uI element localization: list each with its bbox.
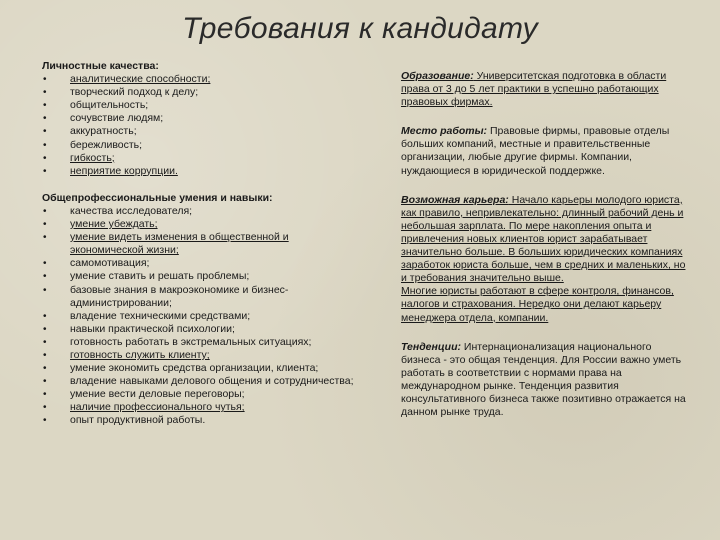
slide-title: Требования к кандидату bbox=[182, 12, 538, 45]
list-item: • аккуратность; bbox=[42, 125, 362, 138]
list-item: • опыт продуктивной работы. bbox=[42, 414, 362, 427]
workplace-label: Место работы: bbox=[401, 125, 488, 138]
list-item: • базовые знания в макроэкономике и бизнес-администрировании; bbox=[42, 284, 362, 310]
list-item: • умение видеть изменения в общественной и экономической жизни; bbox=[42, 231, 362, 257]
trends-label: Тенденции: bbox=[401, 340, 461, 353]
education-text: Университетская подготовка в области права от 3 до 5 лет практики в успешно работающих правовых фирмах. bbox=[401, 70, 667, 109]
list-item: • наличие профессионального чутья; bbox=[42, 401, 362, 414]
list-item: • общительность; bbox=[42, 99, 362, 112]
list-item: • владение навыками делового общения и сотрудничества; bbox=[42, 375, 362, 388]
list-item: • умение убеждать; bbox=[42, 218, 362, 231]
education-paragraph bbox=[401, 70, 693, 109]
list-item: • умение экономить средства организации, клиента; bbox=[42, 362, 362, 375]
list-item: • владение техническими средствами; bbox=[42, 310, 362, 323]
list-item: • навыки практической психологии; bbox=[42, 323, 362, 336]
list-item: • творческий подход к делу; bbox=[42, 86, 362, 99]
list-item: • гибкость; bbox=[42, 152, 362, 165]
list-item: • качества исследователя; bbox=[42, 205, 362, 218]
career-text: Начало карьеры молодого юриста, как правило, непривлекательно: длинный рабочий день и небольшая зарплата. По мере накопления опыта и привлечения новых клиентов юрист зарабатывает значительно больше. В больших юридических компаниях заработок юриста больше, чем в средних и маленьких, но и требования значительно выше. bbox=[401, 193, 686, 285]
personal-qualities-heading: Личностные качества: bbox=[42, 60, 159, 72]
career-label: Возможная карьера: bbox=[401, 193, 509, 206]
list-item: • умение вести деловые переговоры; bbox=[42, 388, 362, 401]
list-item: • умение ставить и решать проблемы; bbox=[42, 270, 362, 283]
list-item: • самомотивация; bbox=[42, 257, 362, 270]
list-item: • готовность служить клиенту; bbox=[42, 349, 362, 362]
education-label: Образование: bbox=[401, 70, 474, 82]
career-paragraph-2 bbox=[401, 285, 693, 324]
right-column bbox=[401, 70, 693, 435]
career-text-2: Многие юристы работают в сфере контроля, финансов, налогов и страхования. Нередко они делают карьеру менеджера отдела, компании. bbox=[401, 285, 674, 324]
professional-skills-heading: Общепрофессиональные умения и навыки: bbox=[42, 191, 273, 204]
list-item: • готовность работать в экстремальных ситуациях; bbox=[42, 336, 362, 349]
list-item: • сочувствие людям; bbox=[42, 112, 362, 125]
workplace-paragraph bbox=[401, 125, 693, 177]
list-item: • неприятие коррупции. bbox=[42, 165, 362, 178]
list-item: • бережливость; bbox=[42, 139, 362, 152]
trends-text: Интернационализация национального бизнеса - это общая тенденция. Для России важно уметь работать в соответствии с нормами права на международном рынке. Тенденция развития консультативного бизнеса также позитивно отражается на данном рынке труда. bbox=[401, 340, 686, 419]
personal-qualities-list bbox=[42, 73, 362, 178]
workplace-text: Правовые фирмы, правовые отделы больших компаний, местные и правительственные организации, любые другие фирмы. Компании, нуждающиеся в юридической поддержке. bbox=[401, 125, 670, 177]
career-paragraph bbox=[401, 194, 693, 286]
professional-skills-list bbox=[42, 205, 362, 428]
left-column bbox=[42, 60, 362, 428]
trends-paragraph bbox=[401, 341, 693, 420]
list-item: • аналитические способности; bbox=[42, 73, 362, 86]
